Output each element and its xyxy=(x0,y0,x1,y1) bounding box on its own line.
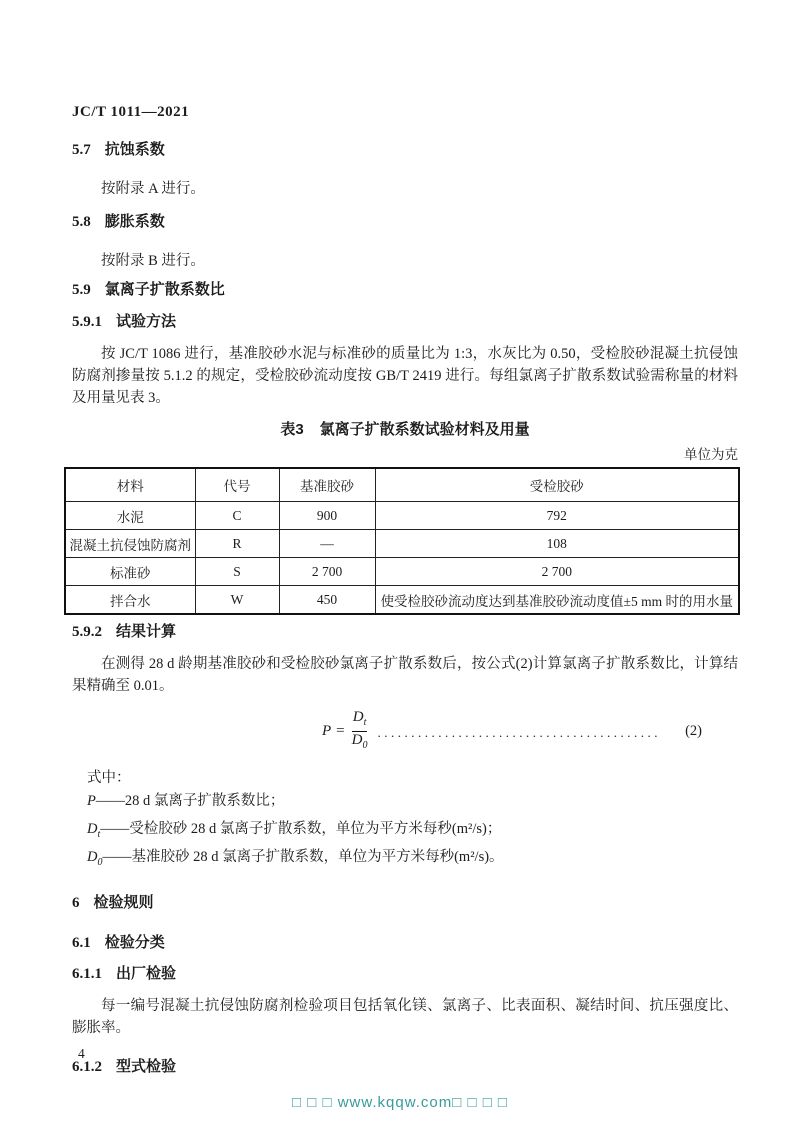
section-5-8-body: 按附录 B 进行。 xyxy=(101,253,205,269)
symbol-description: ——基准胶砂 28 d 氯离子扩散系数，单位为平方米每秒(m²/s)。 xyxy=(102,848,504,865)
table3-header-cell: 代号 xyxy=(195,468,279,502)
table-cell: 水泥 xyxy=(65,502,195,530)
symbol: $D_t$ xyxy=(87,820,101,840)
table-cell: 2 700 xyxy=(279,558,375,586)
section-title: 试验方法 xyxy=(116,313,177,330)
where-item xyxy=(87,790,738,818)
table-row xyxy=(65,530,739,558)
equals-sign: = xyxy=(336,722,345,739)
table-cell: 标准砂 xyxy=(65,558,195,586)
equation-2 xyxy=(322,707,702,755)
section-number: 5.9.1 xyxy=(72,314,102,330)
table-cell: 2 700 xyxy=(375,558,739,586)
section-heading-6-1-2 xyxy=(72,1058,738,1076)
section-heading-6 xyxy=(72,894,738,912)
section-title: 检验规则 xyxy=(93,893,154,911)
table-row xyxy=(65,586,739,615)
fraction xyxy=(352,709,368,754)
section-number: 6.1.1 xyxy=(72,965,102,982)
symbol: $D_0$ xyxy=(87,848,103,868)
fraction-numerator: $D_t$ xyxy=(352,708,367,728)
fraction-denominator: $D_0$ xyxy=(351,731,368,751)
symbol-description: ——28 d 氯离子扩散系数比； xyxy=(95,793,285,809)
section-heading-5-9-1 xyxy=(72,313,738,331)
section-5-7-body: 按附录 A 进行。 xyxy=(101,181,205,197)
watermark-right-glyphs: □ □ □ □ xyxy=(452,1094,508,1111)
section-number: 6.1.2 xyxy=(72,1058,102,1075)
table-cell: 900 xyxy=(279,502,375,530)
symbol: P xyxy=(87,793,96,809)
table3-caption-number: 表3 xyxy=(280,421,304,438)
watermark-left-glyphs: □ □ □ xyxy=(292,1094,338,1111)
table-cell: R xyxy=(195,530,279,558)
where-item xyxy=(87,818,738,846)
section-title: 出厂检验 xyxy=(116,964,177,982)
table-cell: — xyxy=(279,530,375,558)
table3-caption xyxy=(72,418,738,439)
table-row xyxy=(65,502,739,530)
footer-watermark xyxy=(0,1094,800,1111)
section-number: 5.8 xyxy=(72,214,91,230)
section-title: 型式检验 xyxy=(116,1057,177,1075)
section-title: 膨胀系数 xyxy=(104,213,165,230)
table-cell: 使受检胶砂流动度达到基准胶砂流动度值±5 mm 时的用水量 xyxy=(375,586,739,615)
table-row xyxy=(65,558,739,586)
table3-header-cell: 基准胶砂 xyxy=(279,468,375,502)
section-number: 5.7 xyxy=(72,142,91,158)
section-title: 检验分类 xyxy=(104,933,165,951)
section-heading-5-8 xyxy=(72,213,738,231)
dot-leader: .......................................... xyxy=(377,725,661,740)
where-item xyxy=(87,846,738,874)
table-cell: 108 xyxy=(375,530,739,558)
table3 xyxy=(64,467,740,615)
section-number: 6.1 xyxy=(72,934,91,951)
section-5-9-1-paragraph: 按 JC/T 1086 进行，基准胶砂水泥与标准砂的质量比为 1:3，水灰比为 0.50，受检胶砂混凝土抗侵蚀防腐剂掺量按 5.1.2 的规定，受检胶砂流动度按 GB/T 2419 进行。每组氯离子扩散系数试验需称量的材料及用量见表 3。 xyxy=(72,346,738,406)
table-cell: 792 xyxy=(375,502,739,530)
section-heading-6-1-1 xyxy=(72,965,738,983)
section-6-1-1-paragraph: 每一编号混凝土抗侵蚀防腐剂检验项目包括氧化镁、氯离子、比表面积、凝结时间、抗压强度比、膨胀率。 xyxy=(72,997,738,1036)
watermark-url: www.kqqw.com xyxy=(337,1094,453,1111)
section-number: 6 xyxy=(72,894,80,911)
section-title: 抗蚀系数 xyxy=(104,141,165,158)
page-number: 4 xyxy=(78,1046,85,1061)
where-list xyxy=(87,767,738,874)
table-cell: S xyxy=(195,558,279,586)
table3-caption-title: 氯离子扩散系数试验材料及用量 xyxy=(319,421,530,438)
table3-header-cell: 材料 xyxy=(65,468,195,502)
where-intro: 式中： xyxy=(87,770,131,786)
table-cell: 拌合水 xyxy=(65,586,195,615)
section-heading-5-9 xyxy=(72,281,738,299)
section-title: 氯离子扩散系数比 xyxy=(104,281,225,298)
table3-header-row xyxy=(65,468,739,502)
equation-number: (2) xyxy=(685,722,702,739)
table-cell: 450 xyxy=(279,586,375,615)
symbol-description: ——受检胶砂 28 d 氯离子扩散系数，单位为平方米每秒(m²/s)； xyxy=(100,820,502,837)
section-heading-5-7 xyxy=(72,141,738,159)
section-5-9-2-paragraph: 在测得 28 d 龄期基准胶砂和受检胶砂氯离子扩散系数后，按公式(2)计算氯离子扩散系数比，计算结果精确至 0.01。 xyxy=(72,656,738,694)
section-heading-5-9-2 xyxy=(72,623,738,641)
equation-lhs: P xyxy=(322,722,332,739)
table-cell: 混凝土抗侵蚀防腐剂 xyxy=(65,530,195,558)
table3-unit-note: 单位为克 xyxy=(684,447,738,462)
page-content xyxy=(0,104,800,1076)
table3-header-cell: 受检胶砂 xyxy=(375,468,739,502)
section-number: 5.9.2 xyxy=(72,624,102,640)
doc-number-header: JC/T 1011—2021 xyxy=(72,104,190,120)
section-title: 结果计算 xyxy=(116,623,177,640)
table-cell: C xyxy=(195,502,279,530)
section-heading-6-1 xyxy=(72,934,738,952)
table-cell: W xyxy=(195,586,279,615)
section-number: 5.9 xyxy=(72,282,91,298)
